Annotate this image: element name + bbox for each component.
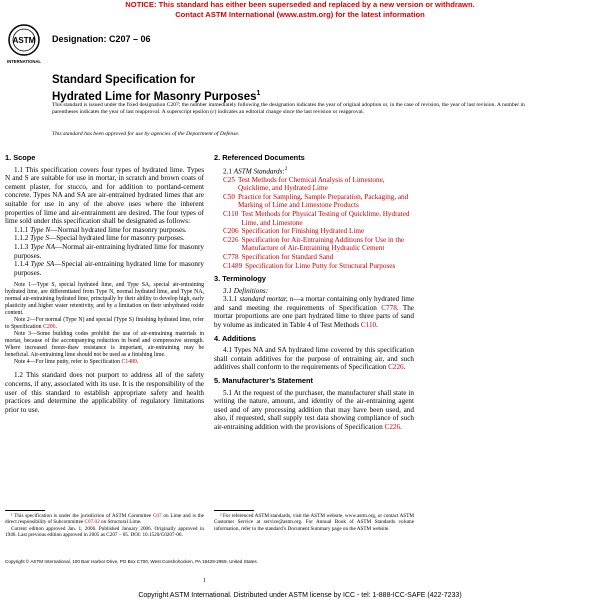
footnote-divider-left	[5, 510, 45, 511]
notice-line-2: Contact ASTM International (www.astm.org) for the latest information	[175, 10, 425, 19]
right-column	[214, 154, 414, 432]
type-na: 1.1.3 Type NA—Normal air-entraining hydrated lime for masonry purposes.	[14, 242, 205, 260]
type-n: 1.1.1 Type N—Normal hydrated lime for masonry purposes.	[14, 225, 187, 234]
additions-heading: 4. Additions	[214, 333, 257, 343]
additions-paragraph: 4.1 Types NA and SA hydrated lime covered by this specification shall contain additives for the purpose of entraining air, and such additives shall conform to the requirements of Specification C226.	[214, 346, 414, 372]
link-c07-02[interactable]: C07.02	[84, 519, 100, 526]
reference-item[interactable]: C1489 Specification for Lime Putty for Structural Purposes	[223, 261, 396, 270]
scope-paragraph-2: 1.2 This standard does not purport to address all of the safety concerns, if any, associated with its use. It is the responsibility of the user of this standard to establish appropriate safety and health practices and determine the applicability of regulatory limitations prior to use.	[5, 371, 204, 414]
notice-line-1: NOTICE: This standard has either been superseded and replaced by a new version or withdrawn.	[125, 0, 475, 9]
scope-paragraph-1: 1.1 This specification covers four types of hydrated lime. Types N and S are suitable for use in mortar, in scratch and brown coats of cement plaster, for stucco, and for addition to portland-cement concrete. Types NA and SA are air-entrained hydrated limes that are suitable for use in any of the above uses where the inherent properties of lime and air-entrainment are desired. The four types of lime sold under this specification shall be designated as follows:	[5, 165, 204, 226]
terminology-paragraph: 3.1.1 standard mortar, n—a mortar containing only hydrated lime and sand meeting the requirements of Specification C778. The mortar proportions are one part hydrated lime to three parts of sand by volume as indicated in Table 4 of Test Methods C110.	[214, 295, 415, 330]
definitions-subheading: 3.1 Definitions:	[223, 286, 269, 295]
link-c778[interactable]: C778	[381, 303, 397, 312]
license-footer: Copyright ASTM International. Distributed under ASTM license by ICC - tel: 1-888-ICC-SAFE (422-7233)	[138, 592, 462, 599]
astm-logo-icon	[5, 23, 43, 65]
page-number: 1	[203, 578, 206, 584]
link-c07[interactable]: C07	[152, 513, 162, 519]
link-c206[interactable]: C206	[43, 324, 56, 331]
title-footnote-mark: 1	[256, 90, 261, 97]
footnote-divider-right	[214, 510, 254, 511]
reference-item[interactable]: C50 Practice for Sampling, Sample Preparation, Packaging, and Marking of Lime and Limestone Products	[223, 192, 409, 210]
svg-text:ASTM: ASTM	[12, 36, 36, 45]
reference-item[interactable]: C25 Test Methods for Chemical Analysis of Limestone, Quicklime, and Hydrated Lime	[223, 175, 385, 193]
left-column	[5, 154, 204, 414]
astm-standards-subheading: 2.1 ASTM Standards:$^2$	[223, 166, 288, 175]
referenced-documents-heading: 2. Referenced Documents	[214, 153, 305, 162]
link-c110[interactable]: C110	[360, 321, 377, 330]
type-s: 1.1.2 Type S—Special hydrated lime for masonry purposes.	[14, 234, 185, 243]
type-sa: 1.1.4 Type SA—Special air-entraining hydrated lime for masonry purposes.	[14, 260, 205, 277]
note-1: Note 1—Type S, special hydrated lime, and Type SA, special air-entraining hydrated lime, are differentiated from Type N, normal hydrated lime, and Type NA, normal air-entraining hydrated lime, principally by their ability to develop high, early plasticity and higher water retentivity, and by a limitation on their unhydrated oxide content.	[5, 282, 204, 317]
issuance-statement: This standard is issued under the fixed designation C207; the number immediately following the designation indicates the year of original adoption or, in the case of revision, the year of last revision. A number in parentheses indicates the year of last reapproval. A superscript epsilon (ε) indicates an editorial change since the last revision or reapproval.	[52, 102, 525, 115]
reference-list	[214, 176, 414, 271]
link-c226[interactable]: C226	[384, 423, 401, 432]
reference-item[interactable]: C206 Specification for Finishing Hydrated Lime	[223, 227, 365, 236]
footnote-2: ² For referenced ASTM standards, visit the ASTM website, www.astm.org, or contact ASTM Customer Service at service@astm.org. For Annual Book of ASTM Standards volume information, refer to the standard’s Document Summary page on the ASTM website.	[214, 513, 414, 532]
terminology-heading: 3. Terminology	[214, 274, 267, 284]
note-4: Note 4—For lime putty, refer to Specification C1489.	[14, 359, 139, 366]
title-line-1: Standard Specification for	[52, 74, 196, 86]
reference-item[interactable]: C110 Test Methods for Physical Testing of Quicklime, Hydrated Lime, and Limestone	[223, 209, 410, 227]
supersession-notice	[0, 0, 600, 24]
link-c226[interactable]: C226	[388, 363, 404, 372]
scope-heading: 1. Scope	[5, 153, 36, 162]
title-line-2: Hydrated Lime for Masonry Purposes	[52, 90, 257, 103]
statement-paragraph: 5.1 At the request of the purchaser, the manufacturer shall state in writing the nature, amount, and identity of the air-entraining agent used and of any processing addition that may have been used, and also, if requested, shall supply test data showing compliance of such air-entraining addition with the provisions of Specification C226.	[214, 388, 414, 432]
note-2: Note 2—For normal (Type N) and special (Type S) finishing hydrated lime, refer to Specification C206.	[5, 317, 204, 331]
manufacturers-statement-heading: 5. Manufacturer’s Statement	[214, 376, 313, 386]
logo-text: INTERNATIONAL	[7, 59, 41, 64]
reference-item[interactable]: C778 Specification for Standard Sand	[223, 252, 334, 261]
copyright-line: Copyright © ASTM International, 100 Barr Harbor Drive, PO Box C700, West Conshohocken, PA 19428-2959, United States.	[5, 559, 258, 564]
footnote-1: ¹ This specification is under the jurisdiction of ASTM Committee C07 on Lime and is the direct responsibility of Subcommittee C07.02 on Structural Lime. Current edition approved Jan. 1, 2006. Published January 2006. Originally approved in 1946. Last previous edition approved in 2005 as C207 – 05. DOI: 10.1520/C0207-06.	[5, 513, 204, 539]
document-title	[52, 74, 260, 104]
link-c1489[interactable]: C1489	[121, 359, 137, 366]
reference-item[interactable]: C226 Specification for Air-Entraining Additions for Use in the Manufacture of Air-Entraining Hydraulic Cement	[223, 235, 405, 253]
approval-statement: This standard has been approved for use by agencies of the Department of Defense.	[52, 131, 240, 137]
designation: Designation: C207 – 06	[52, 34, 151, 44]
note-3: Note 3—Some building codes prohibit the use of air-entraining materials in mortar, because of the accompanying reduction in bond and compressive strength. Where increased freeze-thaw resistance is important, air-entraining may be beneficial. Air-entraining lime should not be used as a finishing lime.	[5, 331, 204, 359]
